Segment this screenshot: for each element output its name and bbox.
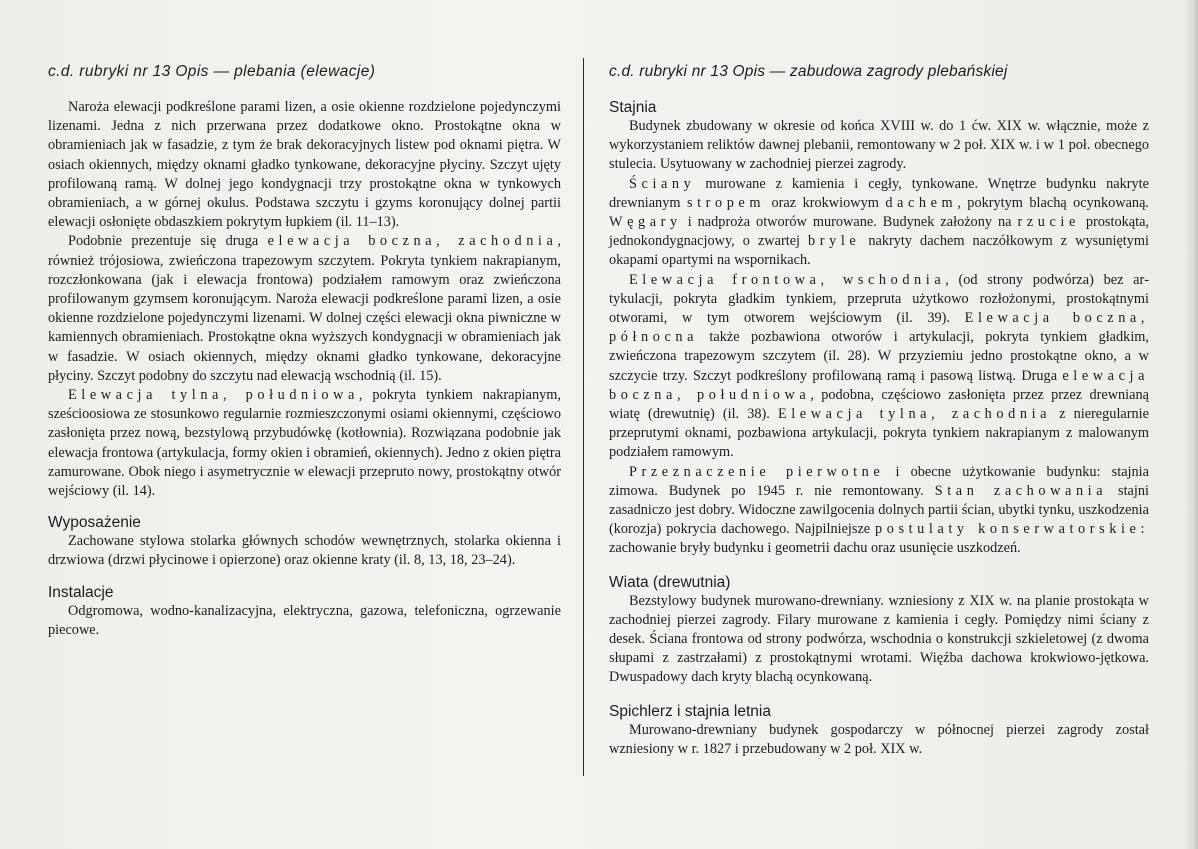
text-run: nakryty dachem naczółkowym z wysuniętymi okapami opartymi na wspornikach. <box>609 233 1150 269</box>
paragraph <box>609 175 1149 271</box>
text-run: , (od strony podwórza) bez artykulacji, pokryta gładkim tynkiem, przepruta użytkowo rozłożonymi, prostokątnymi otworami, w tym otworem wejściowym (il. 39). <box>609 271 1149 327</box>
right-running-head: c.d. rubryki nr 13 Opis — zabudowa zagrody plebańskiej <box>609 63 1008 80</box>
section-heading-instalacje: Instalacje <box>48 583 114 601</box>
section-heading-stajnia: Stajnia <box>609 99 657 116</box>
text-run: Naroża elewacji podkreślone parami lizen, a osie okienne rozdzielone pojedynczymi lizenami. Jedna z nich przerwana przez dodatkowe okno. Prostokątne okna w obramieniach jak w fasadzie, z tym że brak dekoracyjnych listew pod oknami piętra. W osiach okiennych, między oknami gładko tynkowane, dekoracyjne płyciny. Szczyt ujęty profilowaną ramą. W dolnej jego kondygnacji trzy prostokątne okna w tynkowych obramieniach, a w górnej okulus. Podstawa szczytu i gzyms koronujący dolnej partii elewacji osłonięte obdaszkiem pokrytym łupkiem (il. 11–13). <box>48 99 561 231</box>
text-run: z nieregularnie przeprutymi oknami, pozbawiona artykulacji, pokryta tynkiem nakrapianym z malowanym podziałem ramowym. <box>609 406 1149 461</box>
paragraph <box>609 117 1149 175</box>
paragraph <box>48 386 561 501</box>
text-run: i obecne użytkowanie budynku: stajnia zimowa. Budynek po 1945 r. nie remontowany. <box>609 463 1149 499</box>
column-divider <box>583 58 584 776</box>
text-run: oraz krokwiowym <box>765 194 886 211</box>
spaced-term: Elewacja tylna, południowa <box>68 387 359 404</box>
section-heading-wyposazenie: Wyposażenie <box>48 514 141 532</box>
spaced-term: dachem <box>885 194 958 211</box>
paragraph <box>48 98 561 232</box>
text-run: także pozbawiona otworów i artykulacji, pokryta tynkiem gładkim, zwieńczona trapezowym szczytem (il. 28). W przyziemiu jedno prostokątne okno, a w szczycie trzy. Szczyt podkreślony profilowaną ramą i pasową listwą. Druga <box>609 329 1149 384</box>
text-run: Murowano-drewniany budynek gospodarczy w północnej pierzei zagrody został wzniesiony w r. 1827 i przebudowany w 2 poł. XIX w. <box>609 721 1149 757</box>
text-run: , pokrytym blachą ocynkowaną. <box>957 194 1149 211</box>
text-run: stajni zasadniczo jest dobry. Widoczne zawilgocenia dolnych partii ścian, ubytki tynku, uszkodzenia (korozja) pokrycia dachowego. Najpilniejsze <box>609 482 1149 538</box>
paragraph <box>48 232 561 386</box>
text-run: , również trójosiowa, zwieńczona trapezowym szczytem. Pokryta tynkiem nakrapianym, rozczłonkowana (jak i elewacja frontowa) podziałem ramowym oraz zwieńczona profilowanym gzymsem koronującym. Naroża elewacji podkreślone parami lizen, a osie okienne rozdzielone pojedynczymi lizenami. W dolnej części elewacji okna piwniczne w kamiennych obramieniach. Prostokątne okna wyższych kondygnacji w obramieniach jak w fasadzie. W osiach okiennych, między oknami gładko tynkowane, dekoracyjne płyciny. Szczyt podobny do szczytu nad elewacją wschodnią (il. 15). <box>48 233 561 384</box>
spaced-term: elewacja boczna, południowa <box>609 367 1149 403</box>
text-run: murowane z kamienia i cegły, tynkowane. Wnętrze budynku nakryte drewnianym <box>609 175 1149 211</box>
spaced-term: elewacja boczna, zachodnia <box>267 233 558 250</box>
spaced-term: rzucie <box>1017 214 1080 231</box>
page-edge-shadow <box>1184 0 1198 849</box>
left-running-head: c.d. rubryki nr 13 Opis — plebania (elewacje) <box>48 63 376 80</box>
spaced-term: postulaty konserwatorskie: <box>875 521 1149 538</box>
text-run: , podobna, częściowo zasłonięta przez przez drewnianą wiatę (drewutnię) (il. 38). <box>609 386 1149 423</box>
spaced-term: Elewacja boczna, północna <box>609 310 1150 346</box>
section-heading-wiata: Wiata (drewutnia) <box>609 573 731 591</box>
section-text-wyposazenie: Zachowane stylowa stolarka głównych schodów wewnętrznych, stolarka okienna i drzwiowa (drzwi płycinowe i opierzone) oraz okienne kraty (il. 8, 13, 18, 23–24). <box>48 533 561 569</box>
spaced-term: Węgary <box>609 214 682 231</box>
spaced-term: Elewacja frontowa, wschodnia <box>629 271 946 288</box>
spaced-term: Elewacja tylna, zachodnia <box>777 406 1052 423</box>
right-column <box>609 62 1149 759</box>
paragraph <box>609 463 1149 559</box>
paragraph <box>609 592 1149 688</box>
left-column <box>48 62 561 640</box>
text-run: Budynek zbudowany w okresie od końca XVIII w. do 1 ćw. XIX w. włącznie, może z wykorzystaniem reliktów dawnej plebanii, remontowany w 2 poł. XIX w. i w 1 poł. obecnego stulecia. Usytuowany w zachodniej pierzei zagrody. <box>609 118 1149 173</box>
spaced-term: Przeznaczenie pierwotne <box>629 463 885 480</box>
left-body <box>48 98 561 501</box>
text-run: , pokryta tynkiem nakrapianym, sześcioosiowa ze stosunkowo regularnie rozmieszczonymi osiami okiennymi, częściowo zasłonięta przez nową, bezstylową przybudówkę (kotłownia). Rozwiązana podobnie jak elewacja frontowa (artykulacja, formy okien i obramień, okiennych). Jedno z okien piętra zamurowane. Obok niego i asymetrycznie w elewacji przepruto nowy, prostokątny otwór wejściowy (il. 14). <box>48 387 561 500</box>
text-run: Bezstylowy budynek murowano-drewniany. wzniesiony z XIX w. na planie prostokąta w zachodniej pierzei zagrody. Filary murowane z kamienia i cegły. Pomiędzy nimi ściany z desek. Ściana frontowa od strony podwórza, wschodnia o konstrukcji szkieletowej (z dwoma słupami z zastrzałami) z prostokątnymi wrotami. Więźba dachowa krokwiowo-jętkowa. Dwuspadowy dach kryty blachą ocynkowaną. <box>609 592 1149 686</box>
paragraph <box>609 721 1149 759</box>
paragraph <box>609 271 1149 463</box>
text-run: zachowanie bryły budynku i geometrii dachu oraz usunięcie uszkodzeń. <box>609 540 1021 557</box>
section-heading-spichlerz: Spichlerz i stajnia letnia <box>609 702 771 720</box>
text-run: prostokąta, jednokondygnacjowy, o zwartej <box>609 214 1149 250</box>
text-run: i nadproża otworów murowane. Budynek założony na <box>681 214 1018 231</box>
spaced-term: stropem <box>686 194 766 211</box>
spaced-term: Ściany <box>629 175 696 192</box>
spaced-term: bryle <box>808 233 861 250</box>
section-text-instalacje: Odgromowa, wodno-kanalizacyjna, elektryczna, gazowa, telefoniczna, ogrzewanie piecowe. <box>48 602 561 638</box>
text-run: Podobnie prezentuje się druga <box>68 233 268 250</box>
spaced-term: Stan zachowania <box>934 482 1108 499</box>
